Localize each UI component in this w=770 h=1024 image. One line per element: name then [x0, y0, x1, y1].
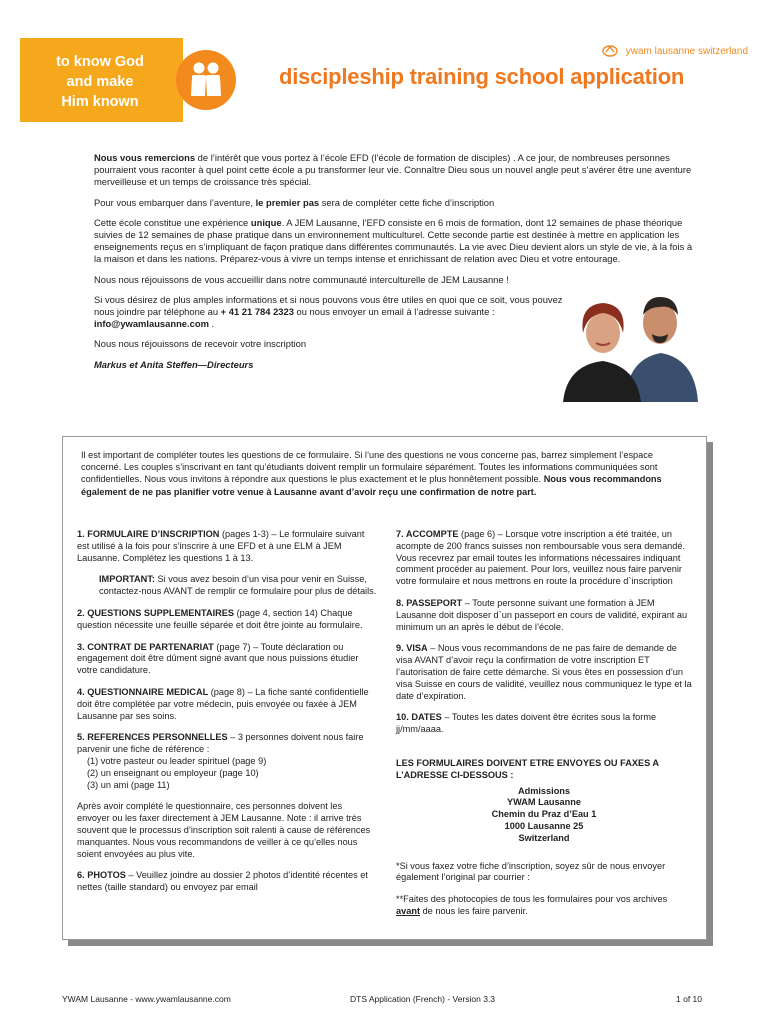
instruction-item: 8. PASSEPORT – Toute personne suivant une formation à JEM Lausanne doit disposer d`un passeport en cours de validité, expirant au minimum un an après le début de l’école.: [396, 597, 688, 632]
reference-list: [77, 756, 377, 791]
instruction-item: 9. VISA – Nous vous recommandons de ne pas faire de demande de visa AVANT d’avoir reçu la confirmation de votre inscription ET l’autorisation de faire cette démarche. Si vous êtes en possession d’un visa Suisse en cours de validité, veuillez nous communiquez le type et la date d’expiration.: [396, 643, 692, 701]
directors-photo: [563, 267, 698, 402]
copy-note: **Faites des photocopies de tous les formulaires pour vos archives avant de nous les faire parvenir.: [396, 894, 668, 916]
instruction-item: 4. QUESTIONNAIRE MEDICAL (page 8) – La fiche santé confidentielle doit être complétée par votre médecin, puis envoyée ou faxée à JEM Lausanne par ses soins.: [77, 686, 369, 721]
instructions-column-left: [77, 529, 377, 904]
intro-paragraph: Nous nous réjouissons de recevoir votre inscription: [94, 338, 307, 350]
intro-paragraph: Pour vous embarquer dans l’aventure, le premier pas sera de compléter cette fiche d’inscription: [94, 196, 495, 208]
instruction-item: 1. FORMULAIRE D’INSCRIPTION (pages 1-3) – Le formulaire suivant est utilisé à la fois pour s’inscrire à une EFD et à une ELM à JEM Lausanne. Complétez les questions 1 à 13.: [77, 529, 365, 563]
footer-website: YWAM Lausanne - www.ywamlausanne.com: [62, 994, 231, 1004]
page-title: discipleship training school application: [279, 64, 685, 89]
address-line: Chemin du Praz d’Eau 1: [491, 809, 597, 820]
intro-paragraph: Nous nous réjouissons de vous accueillir dans notre communauté interculturelle de JEM Lausanne !: [94, 273, 509, 285]
intro-paragraph: Nous vous remercions de l’intérêt que vous portez à l’école EFD (l’école de formation de disciples) . A ce jour, de nombreuses personnes pourraient vous raconter à quel point cette école a pu transformer leur vie. Connaître Dieu sous un nouvel angle peut s’avérer être une aventure merveilleuse et un temps de croissance très spécial.: [94, 152, 692, 188]
slogan-line: and make: [66, 74, 134, 90]
instruction-item: 6. PHOTOS – Veuillez joindre au dossier 2 photos d’identité récentes et nettes (taille standard) ou envoyez par email: [77, 870, 368, 893]
intro-paragraph: Cette école constitue une expérience unique. A JEM Lausanne, l’EFD consiste en 6 mois de formation, dont 12 semaines de phase théorique suivies de 12 semaines de phase pratique dans un environnement multiculturel. Cette seconde partie est destinée à mettre en application les enseignements reçus en s’impliquant de façon pratique dans différentes communautés. La vie avec Dieu devient alors un style de vie, à la fois à la maison et dans les nations. Préparez-vous à vivre un temps intense et enrichissant de relation avec Dieu et votre entourage.: [94, 216, 693, 265]
slogan: [38, 52, 162, 112]
list-item: (1) votre pasteur ou leader spirituel (page 9): [87, 755, 267, 766]
signature: Markus et Anita Steffen—Directeurs: [94, 358, 254, 370]
instruction-item: 5. REFERENCES PERSONNELLES – 3 personnes doivent nous faire parvenir une fiche de référence : (1) votre pasteur ou leader spirituel (page 9) (2) un enseignant ou employeur (page 10) (3) un ami (page 11): [77, 732, 377, 791]
fax-note: *Si vous faxez votre fiche d’inscription, soyez sûr de nous envoyer également l’original par courrier :: [396, 860, 666, 883]
instructions-box: [62, 436, 707, 940]
send-title: LES FORMULAIRES DOIVENT ETRE ENVOYES OU FAXES A L’ADRESSE CI-DESSOUS :: [396, 757, 659, 780]
address-line: Switzerland: [518, 832, 570, 843]
ywam-logo-icon: [602, 44, 618, 58]
instruction-item: 3. CONTRAT DE PARTENARIAT (page 7) – Toute déclaration ou engagement doit être dûment signé avant que nous puissions étudier votre candidature.: [77, 641, 359, 676]
page-number: 1 of 10: [676, 994, 702, 1004]
instruction-item: 2. QUESTIONS SUPPLEMENTAIRES (page 4, section 14) Chaque question nécessite une feuille séparée et doit être jointe au formulaire.: [77, 607, 363, 630]
instructions-column-right: [396, 529, 692, 928]
email-address: info@ywamlausanne.com: [94, 318, 209, 330]
header-title-area: [183, 38, 754, 122]
list-item: (3) un ami (page 11): [87, 779, 170, 790]
slogan-line: to know God: [56, 54, 144, 70]
address-line: Admissions: [517, 785, 571, 796]
intro-paragraph: Si vous désirez de plus amples informations et si nous pouvons vous être utiles en quoi que ce soit, vous pouvez nous joindre par téléphone au + 41 21 784 2323 ou nous envoyer un email à l’adresse suivante : info@ywamlausanne.com .: [94, 293, 563, 330]
instructions-lead: Il est important de compléter toutes les questions de ce formulaire. Si l’une des questions ne vous concerne pas, barrez simplement l’espace concerné. Les couples s’inscrivant en tant qu’étudiants doivent remplir un formulaire séparément. Toutes les informations communiquées sont confidentielles. Nous vous invitons à répondre aux questions le plus exactement et le plus honnêtement possible. Nous vous recommandons également de ne pas planifier votre venue à Lausanne avant d’avoir reçu une confirmation de notre part.: [81, 450, 662, 497]
address-line: YWAM Lausanne: [506, 797, 582, 808]
footer-version: DTS Application (French) - Version 3.3: [350, 994, 496, 1004]
instruction-item: 10. DATES – Toutes les dates doivent être écrites sous la forme jj/mm/aaaa.: [396, 712, 657, 735]
people-icon: [176, 50, 236, 110]
references-note: Après avoir complété le questionnaire, ces personnes doivent les envoyer ou les faxer directement à JEM Lausanne. Note : il arrive très souvent que le processus d’inscription soit ralenti à cause de références manquantes. Nous vous recommandons de veiller à ce qu’elles nous soient envoyées au plus vite.: [77, 801, 371, 859]
slogan-line: Him known: [61, 94, 139, 110]
list-item: (2) un enseignant ou employeur (page 10): [87, 767, 259, 778]
header-banner: [20, 38, 754, 122]
brand-name: ywam lausanne switzerland: [625, 46, 748, 57]
address-line: 1000 Lausanne 25: [504, 820, 584, 831]
important-note: IMPORTANT: Si vous avez besoin d’un visa pour venir en Suisse, contactez-nous AVANT de remplir ce formulaire pour plus de détails.: [99, 574, 377, 597]
instruction-item: 7. ACCOMPTE (page 6) – Lorsque votre inscription a été traitée, un acompte de 200 francs suisses non remboursable vous sera demandé. Vous recevrez par email toutes les informations nécessaires indiquant comment procéder au paiement. Pour lors, veuillez nous faire parvenir votre formulaire et nous mettrons en route la procédure d`inscription: [396, 529, 686, 587]
postal-address: [396, 786, 692, 845]
